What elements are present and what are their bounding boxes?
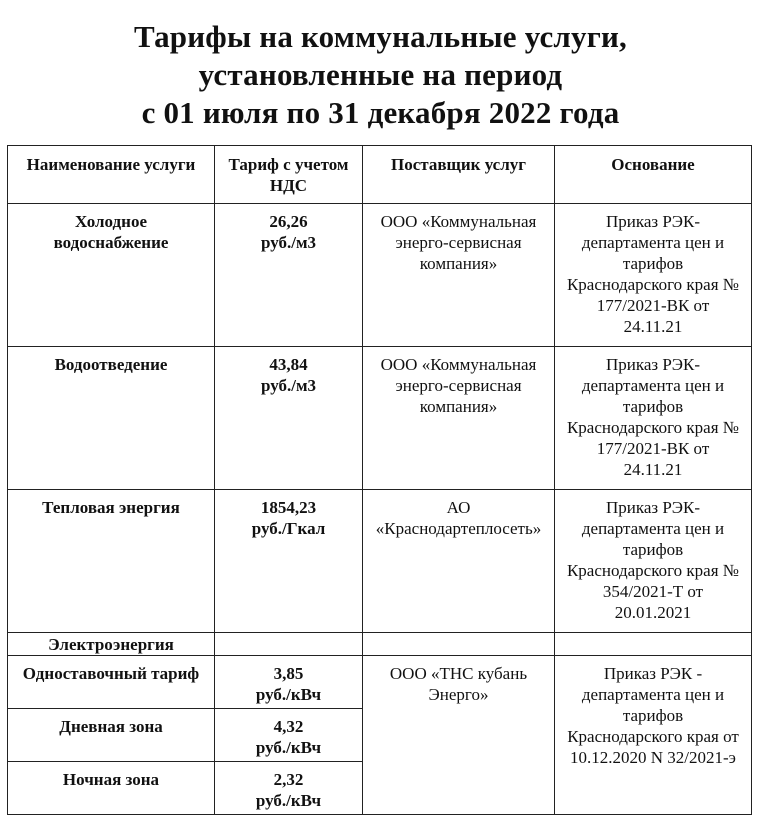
basis-text: Приказ РЭК- департамента цен и тарифов Краснодарского края № 177/2021-ВК от 24.11.21	[555, 347, 752, 490]
provider-name: ООО «ТНС кубань Энерго»	[363, 656, 555, 815]
tariff-value: 26,26 руб./м3	[215, 204, 363, 347]
tariff-value: 43,84 руб./м3	[215, 347, 363, 490]
basis-text: Приказ РЭК- департамента цен и тарифов Краснодарского края № 177/2021-ВК от 24.11.21	[555, 204, 752, 347]
header-service: Наименование услуги	[8, 146, 215, 204]
title-line: с 01 июля по 31 декабря 2022 года	[141, 95, 620, 130]
tariff-value: 1854,23 руб./Гкал	[215, 490, 363, 633]
tariff-value: 2,32 руб./кВч	[215, 762, 363, 815]
header-basis: Основание	[555, 146, 752, 204]
empty-cell	[363, 633, 555, 656]
header-tariff: Тариф с учетом НДС	[215, 146, 363, 204]
provider-name: ООО «Коммунальная энерго-сервисная компания»	[363, 347, 555, 490]
provider-name: ООО «Коммунальная энерго-сервисная компания»	[363, 204, 555, 347]
service-name: Холодное водоснабжение	[8, 204, 215, 347]
header-provider: Поставщик услуг	[363, 146, 555, 204]
table-row	[8, 204, 752, 347]
empty-cell	[215, 633, 363, 656]
document-title	[0, 18, 761, 132]
provider-name: АО «Краснодартеплосеть»	[363, 490, 555, 633]
service-name: Дневная зона	[8, 709, 215, 762]
electricity-label: Электроэнергия	[8, 633, 215, 656]
service-name: Водоотведение	[8, 347, 215, 490]
table-header-row	[8, 146, 752, 204]
tariff-value: 3,85 руб./кВч	[215, 656, 363, 709]
table-row	[8, 656, 752, 709]
tariffs-table	[7, 145, 752, 815]
basis-text: Приказ РЭК - департамента цен и тарифов Краснодарского края от 10.12.2020 N 32/2021-э	[555, 656, 752, 815]
tariff-value: 4,32 руб./кВч	[215, 709, 363, 762]
empty-cell	[555, 633, 752, 656]
service-name: Одноставочный тариф	[8, 656, 215, 709]
title-line: Тарифы на коммунальные услуги,	[134, 19, 627, 54]
table-row	[8, 490, 752, 633]
service-name: Тепловая энергия	[8, 490, 215, 633]
title-line: установленные на период	[198, 57, 563, 92]
table-row	[8, 633, 752, 656]
table-row	[8, 347, 752, 490]
basis-text: Приказ РЭК- департамента цен и тарифов Краснодарского края № 354/2021-Т от 20.01.2021	[555, 490, 752, 633]
service-name: Ночная зона	[8, 762, 215, 815]
